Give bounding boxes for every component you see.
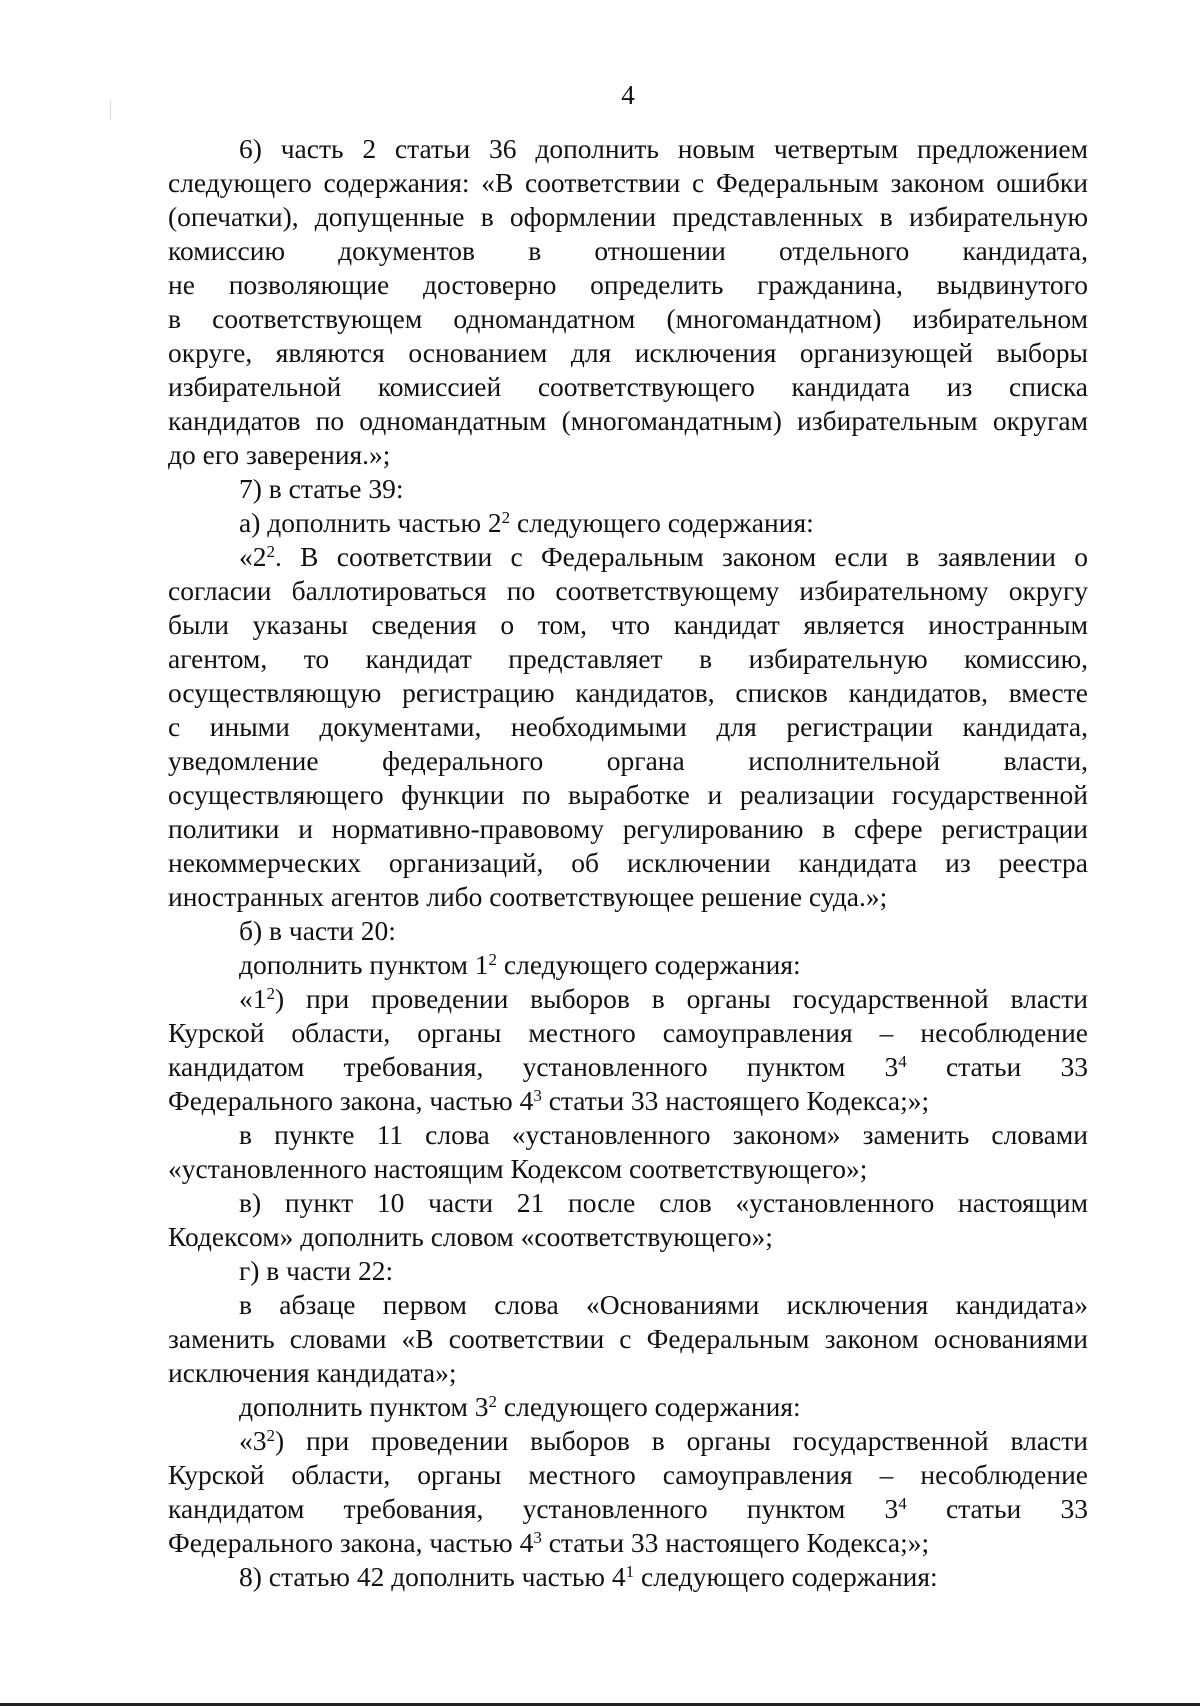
paragraph-line [168,1050,1088,1084]
paragraph-line: в пункте 11 слова «установленного законом» заменить словами [239,1119,1088,1150]
paragraph-line: «установленного настоящим Кодексом соответствующего»; [168,1153,868,1184]
text-run: . В соответствии с Федеральным законом если в заявлении о [275,541,1088,572]
paragraph-line: исключения кандидата»; [168,1357,457,1388]
paragraph-line: 7) в статье 39: [239,473,404,504]
superscript: 3 [533,1086,542,1105]
text-run: а) дополнить частью 2 [239,507,502,538]
paragraph-line: г) в части 22: [239,1255,394,1286]
paragraph-line: кандидатов по одномандатным (многомандатным) избирательным округам [168,405,1088,436]
paragraph-line [168,1560,1088,1594]
superscript: 2 [501,508,511,527]
paragraph-line: комиссию документов в отношении отдельного кандидата, [168,235,1088,266]
paragraph-line: согласии баллотироваться по соответствующему избирательному округу [168,575,1088,606]
paragraph-line: политики и нормативно-правовому регулированию в сфере регистрации [168,813,1088,844]
text-run: статьи 33 настоящего Кодекса;»; [541,1527,930,1558]
paragraph-line [168,948,1088,982]
paragraph-line: были указаны сведения о том, что кандидат является иностранным [168,609,1088,640]
superscript: 2 [266,984,275,1003]
paragraph-line: иностранных агентов либо соответствующее решение суда.»; [168,881,888,912]
paragraph-line: округе, являются основанием для исключения организующей выборы [168,337,1088,368]
paragraph-line: следующего содержания: «В соответствии с Федеральным законом ошибки [168,167,1088,198]
superscript: 3 [533,1528,542,1547]
text-run: дополнить пунктом 1 [239,949,489,980]
paragraph-line: не позволяющие достоверно определить гражданина, выдвинутого [168,269,1088,300]
text-run: Федерального закона, частью 4 [168,1085,534,1116]
text-run: следующего содержания: [510,507,814,538]
paragraph-line [168,540,1088,574]
superscript: 2 [266,542,275,561]
text-run: следующего содержания: [497,949,801,980]
text-run: «1 [239,983,267,1014]
superscript: 2 [488,1392,498,1411]
text-run: статьи 33 [906,1051,1088,1082]
text-run: «2 [239,541,267,572]
paragraph-line: уведомление федерального органа исполнительной власти, [168,745,1088,776]
paragraph-line: осуществляющего функции по выработке и реализации государственной [168,779,1088,810]
text-run: кандидатом требования, установленного пунктом 3 [168,1051,899,1082]
text-run: Федерального закона, частью 4 [168,1527,534,1558]
paragraph-line [168,1390,1088,1424]
text-run: дополнить пунктом 3 [239,1391,489,1422]
paragraph-line: некоммерческих организаций, об исключении кандидата из реестра [168,847,1088,878]
paragraph-line: в абзаце первом слова «Основаниями исключения кандидата» [239,1289,1088,1320]
text-run: 8) статью 42 дополнить частью 4 [239,1561,626,1592]
text-run: кандидатом требования, установленного пунктом 3 [168,1493,899,1524]
paragraph-line: Курской области, органы местного самоуправления – несоблюдение [168,1017,1088,1048]
paragraph-line [168,1424,1088,1458]
text-run: «3 [239,1425,267,1456]
paragraph-line [168,982,1088,1016]
page-number: 4 [621,80,635,110]
paragraph-line: осуществляющую регистрацию кандидатов, списков кандидатов, вместе [168,677,1088,708]
text-run: следующего содержания: [497,1391,801,1422]
text-run: ) при проведении выборов в органы государственной власти [275,1425,1088,1456]
paragraph-line [168,1492,1088,1526]
text-run: статьи 33 [906,1493,1088,1524]
paragraph-line: в соответствующем одномандатном (многомандатном) избирательном [168,303,1088,334]
paragraph-line: агентом, то кандидат представляет в избирательную комиссию, [168,643,1088,674]
paragraph-line: 6) часть 2 статьи 36 дополнить новым четвертым предложением [239,133,1088,164]
text-run: ) при проведении выборов в органы государственной власти [275,983,1088,1014]
superscript: 4 [898,1052,907,1071]
paragraph-line [168,1526,1088,1560]
superscript: 2 [488,950,498,969]
paragraph-line: в) пункт 10 части 21 после слов «установленного настоящим [239,1187,1088,1218]
paragraph-line: с иными документами, необходимыми для регистрации кандидата, [168,711,1088,742]
paragraph-line: до его заверения.»; [168,439,391,470]
document-body [168,132,1088,1594]
text-run: статьи 33 настоящего Кодекса;»; [541,1085,930,1116]
paragraph-line: Кодексом» дополнить словом «соответствующего»; [168,1221,773,1252]
paragraph-line [168,1084,1088,1118]
superscript: 4 [898,1494,907,1513]
text-run: следующего содержания: [634,1561,938,1592]
superscript: 1 [625,1562,635,1581]
paragraph-line: (опечатки), допущенные в оформлении представленных в избирательную [168,201,1088,232]
paragraph-line [168,506,1088,540]
paragraph-line: Курской области, органы местного самоуправления – несоблюдение [168,1459,1088,1490]
superscript: 2 [266,1426,275,1445]
paragraph-line: заменить словами «В соответствии с Федеральным законом основаниями [168,1323,1088,1354]
paragraph-line: б) в части 20: [239,915,396,946]
paragraph-line: избирательной комиссией соответствующего кандидата из списка [168,371,1088,402]
